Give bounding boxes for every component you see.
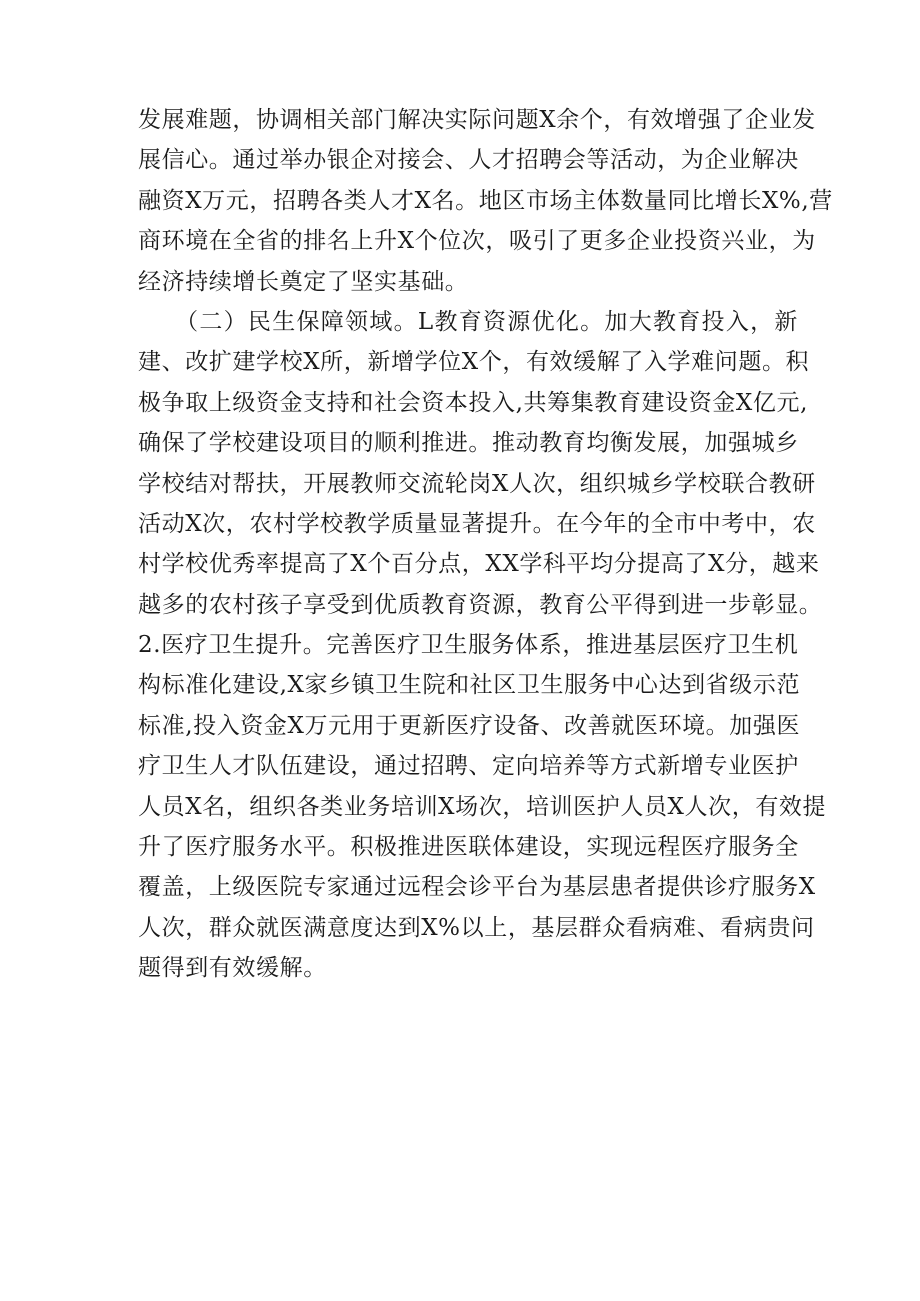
text-line: 人次，群众就医满意度达到X%以上，基层群众看病难、看病贵问 <box>138 914 815 941</box>
text-line: 升了医疗服务水平。积极推进医联体建设，实现远程医疗服务全 <box>138 834 799 861</box>
text-line: 覆盖，上级医院专家通过远程会诊平台为基层患者提供诊疗服务X <box>138 874 816 901</box>
text-line: 人员X名，组织各类业务培训X场次，培训医护人员X人次，有效提 <box>138 793 827 820</box>
text-line: 商环境在全省的排名上升X个位次，吸引了更多企业投资兴业，为 <box>138 228 816 255</box>
text-line: 融资X万元，招聘各类人才X名。地区市场主体数量同比增长X%,营 <box>138 187 833 214</box>
section-heading-line: （二）民生保障领域。L教育资源优化。加大教育投入，新 <box>138 308 798 335</box>
text-line: 村学校优秀率提高了X个百分点，XX学科平均分提高了X分，越来 <box>138 551 820 578</box>
text-line: 极争取上级资金支持和社会资本投入,共筹集教育建设资金X亿元, <box>138 389 808 416</box>
subsection-heading-line: 2.医疗卫生提升。完善医疗卫生服务体系，推进基层医疗卫生机 <box>138 632 799 659</box>
text-line: 经济持续增长奠定了坚实基础。 <box>138 268 469 295</box>
text-line: 越多的农村孩子享受到优质教育资源，教育公平得到进一步彰显。 <box>138 591 823 618</box>
text-line: 建、改扩建学校X所，新增学位X个，有效缓解了入学难问题。积 <box>138 349 810 376</box>
text-line: 确保了学校建设项目的顺利推进。推动教育均衡发展，加强城乡 <box>138 430 799 457</box>
text-line: 学校结对帮扶，开展教师交流轮岗X人次，组织城乡学校联合教研 <box>138 470 816 497</box>
text-line: 发展难题，协调相关部门解决实际问题X余个，有效增强了企业发 <box>138 107 816 133</box>
document-body <box>138 100 833 989</box>
text-line: 活动X次，农村学校教学质量显著提升。在今年的全市中考中，农 <box>138 510 816 537</box>
text-line: 展信心。通过举办银企对接会、人才招聘会等活动，为企业解决 <box>138 147 799 174</box>
text-line: 题得到有效缓解。 <box>138 955 327 982</box>
text-line: 疗卫生人才队伍建设，通过招聘、定向培养等方式新增专业医护 <box>138 753 799 780</box>
text-line: 构标准化建设,X家乡镇卫生院和社区卫生服务中心达到省级示范 <box>138 672 801 699</box>
text-line: 标准,投入资金X万元用于更新医疗设备、改善就医环境。加强医 <box>138 712 801 739</box>
